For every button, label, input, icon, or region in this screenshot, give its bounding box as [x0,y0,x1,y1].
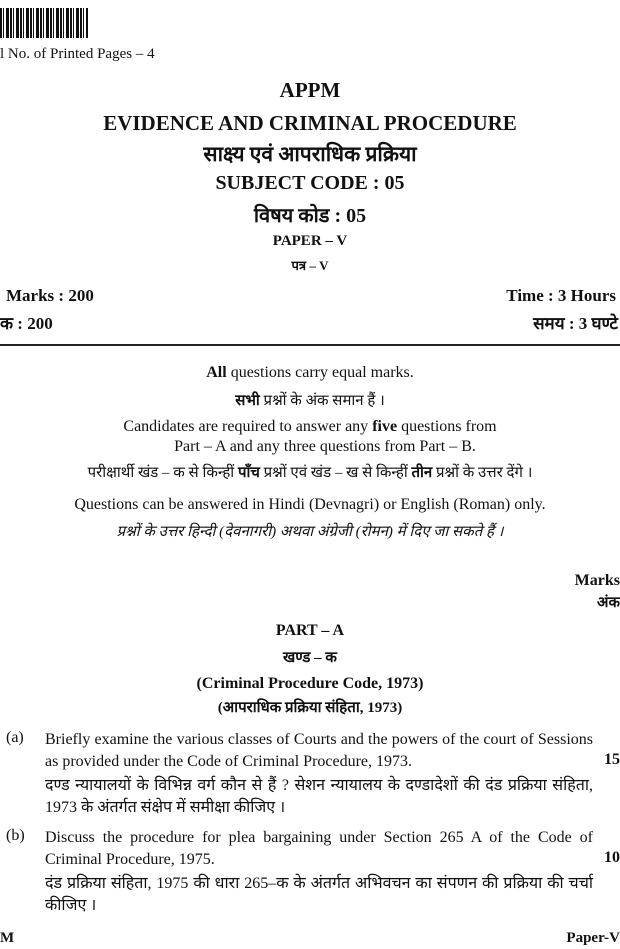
footer-right: Paper-V [566,930,620,946]
title-en: EVIDENCE AND CRIMINAL PROCEDURE [103,111,517,135]
part-a-subtitle: (Criminal Procedure Code, 1973) [196,675,424,692]
part-a-title: PART – A [275,622,345,639]
footer-left: M [0,930,15,946]
exam-code: APPM [279,78,341,102]
question-label: (a) [6,729,24,746]
divider [0,344,620,346]
question-label: (b) [6,827,25,844]
question-b-en: Discuss the procedure for plea bargaining under Section 265 A of the Code of Criminal Procedure, 1975. [45,829,593,868]
time-hi: समय : 3 घण्टे [533,314,618,333]
title-hi: साक्ष्य एवं आपराधिक प्रक्रिया [203,142,417,166]
barcode [0,8,88,38]
instruction-2-line2: Part – A and any three questions from Part – B. [174,438,476,455]
part-a-subtitle-hi: (आपराधिक प्रक्रिया संहिता, 1973) [217,700,403,716]
instruction-1: All questions carry equal marks. [206,364,414,381]
paper-en: PAPER – V [272,233,348,249]
question-a-text [45,729,593,819]
instruction-2: Candidates are required to answer any five questions from [123,418,497,435]
instruction-3-hi: प्रश्नों के उत्तर हिन्दी (देवनागरी) अथवा अंग्रेजी (रोमन) में दिए जा सकते हैं । [116,524,504,540]
marks-column-hi: अंक [597,595,620,611]
question-a-en: Briefly examine the various classes of Courts and the powers of the court of Sessions as provided under the Code of Criminal Procedure, 1973. [45,731,593,770]
max-marks-hi: क : 200 [0,314,53,333]
paper-hi: पत्र – V [291,258,329,273]
subject-code-en: SUBJECT CODE : 05 [215,172,405,194]
time-en: Time : 3 Hours [506,286,616,305]
max-marks-en: Marks : 200 [6,286,94,305]
question-a-hi: दण्ड न्यायालयों के विभिन्न वर्ग कौन से हैं ? सेशन न्यायालय के दण्डादेशों की दंड प्रक्रिया संहिता, 1973 के अंतर्गत संक्षेप में समीक्षा कीजिए । [45,777,593,816]
instruction-3: Questions can be answered in Hindi (Devnagri) or English (Roman) only. [74,496,546,513]
part-a-title-hi: खण्ड – क [283,650,337,666]
printed-pages: l No. of Printed Pages – 4 [0,46,155,62]
question-a-marks: 15 [604,751,620,768]
question-b-hi: दंड प्रक्रिया संहिता, 1975 की धारा 265–क के अंतर्गत अभिवचन का संपणन की प्रक्रिया की चर्चा कीजिए । [45,875,593,914]
question-b-marks: 10 [604,849,620,866]
instruction-2-hi: परीक्षार्थी खंड – क से किन्हीं पाँच प्रश्नों एवं खंड – ख से किन्हीं तीन प्रश्नों के उत्तर देंगे । [87,465,533,481]
subject-code-hi: विषय कोड : 05 [253,205,367,227]
instruction-1-hi: सभी प्रश्नों के अंक समान हैं । [235,393,385,409]
marks-column-en: Marks [574,572,620,589]
question-b-text [45,827,593,917]
